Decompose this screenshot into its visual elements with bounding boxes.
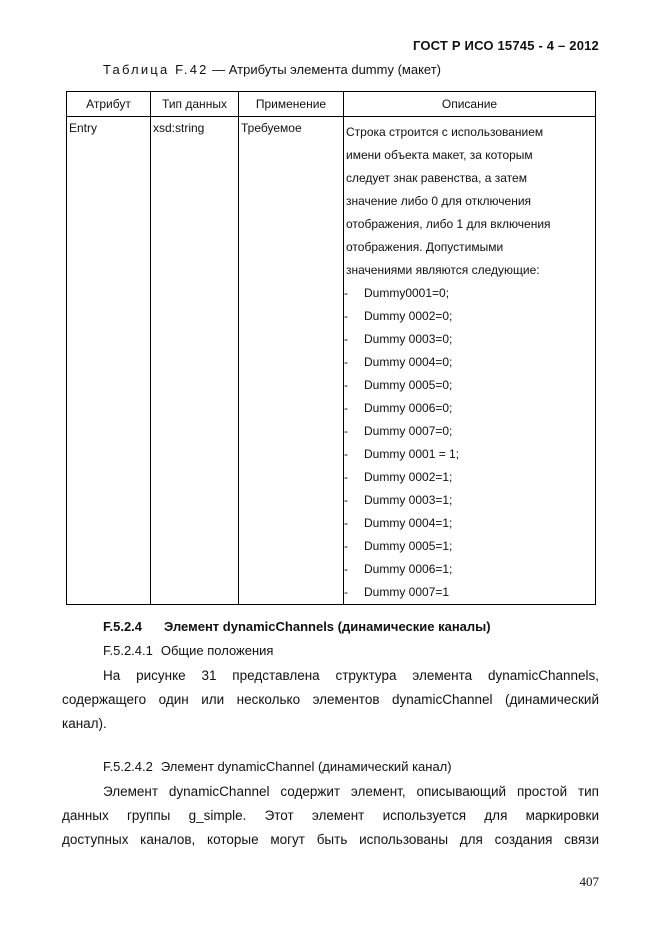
paragraph-line: доступных каналов, которые могут быть использованы для создания связи [62, 832, 599, 847]
paragraph-2 [62, 780, 599, 852]
section-heading-f5-2-4-1 [103, 643, 273, 658]
list-item: - Dummy 0002=0; [344, 309, 453, 323]
list-item: - Dummy 0003=0; [344, 332, 453, 346]
paragraph-line: На рисунке 31 представлена структура элемента dynamicChannels, [103, 668, 599, 683]
table-caption [103, 62, 441, 77]
list-item: - Dummy 0005=1; [344, 539, 453, 553]
section-heading-f5-2-4-2 [103, 759, 452, 774]
paragraph-line: канал). [62, 716, 107, 731]
list-item: - Dummy 0007=0; [344, 424, 453, 438]
list-item: - Dummy0001=0; [344, 286, 450, 300]
description-line: отображения. Допустимыми [346, 240, 504, 254]
section-heading-f5-2-4 [103, 619, 491, 634]
section-title: Элемент dynamicChannels (динамические каналы) [164, 619, 491, 634]
header-description: Описание [344, 92, 596, 117]
description-line: Строка строится с использованием [346, 125, 544, 139]
section-number: F.5.2.4.2 [103, 759, 153, 774]
description-line: значение либо 0 для отключения [346, 194, 532, 208]
list-item: - Dummy 0006=0; [344, 401, 453, 415]
list-item: - Dummy 0006=1; [344, 562, 453, 576]
list-item: - Dummy 0004=1; [344, 516, 453, 530]
table-row [67, 117, 596, 605]
section-number: F.5.2.4.1 [103, 643, 153, 658]
cell-data-type: xsd:string [151, 117, 239, 605]
list-item: - Dummy 0004=0; [344, 355, 453, 369]
paragraph-line: содержащего один или несколько элементов dynamicChannel (динамический [62, 692, 599, 707]
cell-attribute: Entry [67, 117, 151, 605]
cell-description [344, 117, 596, 605]
table-header-row [67, 92, 596, 117]
paragraph-line: Элемент dynamicChannel содержит элемент, описывающий простой тип [103, 784, 599, 799]
page-number: 407 [579, 874, 599, 889]
description-line: следует знак равенства, а затем [346, 171, 527, 185]
paragraph-line: данных группы g_simple. Этот элемент используется для маркировки [62, 808, 599, 823]
list-item: - Dummy 0003=1; [344, 493, 453, 507]
table-caption-label: Таблица F.42 [103, 62, 209, 77]
list-item: - Dummy 0001 = 1; [344, 447, 460, 461]
section-number: F.5.2.4 [103, 619, 143, 634]
section-title: Общие положения [160, 643, 274, 658]
table-caption-title: — Атрибуты элемента dummy (макет) [208, 62, 441, 77]
header-data-type: Тип данных [151, 92, 239, 117]
description-line: значениями являются следующие: [346, 263, 540, 277]
list-item: - Dummy 0005=0; [344, 378, 453, 392]
description-line: имени объекта макет, за которым [346, 148, 533, 162]
description-line: отображения, либо 1 для включения [346, 217, 551, 231]
paragraph-1 [62, 664, 599, 736]
header-attribute: Атрибут [67, 92, 151, 117]
list-item: - Dummy 0007=1 [344, 585, 450, 599]
attributes-table [66, 91, 596, 605]
standard-header: ГОСТ Р ИСО 15745 - 4 – 2012 [412, 38, 599, 53]
list-item: - Dummy 0002=1; [344, 470, 453, 484]
cell-usage: Требуемое [239, 117, 344, 605]
header-usage: Применение [239, 92, 344, 117]
section-title: Элемент dynamicChannel (динамический канал) [160, 759, 452, 774]
